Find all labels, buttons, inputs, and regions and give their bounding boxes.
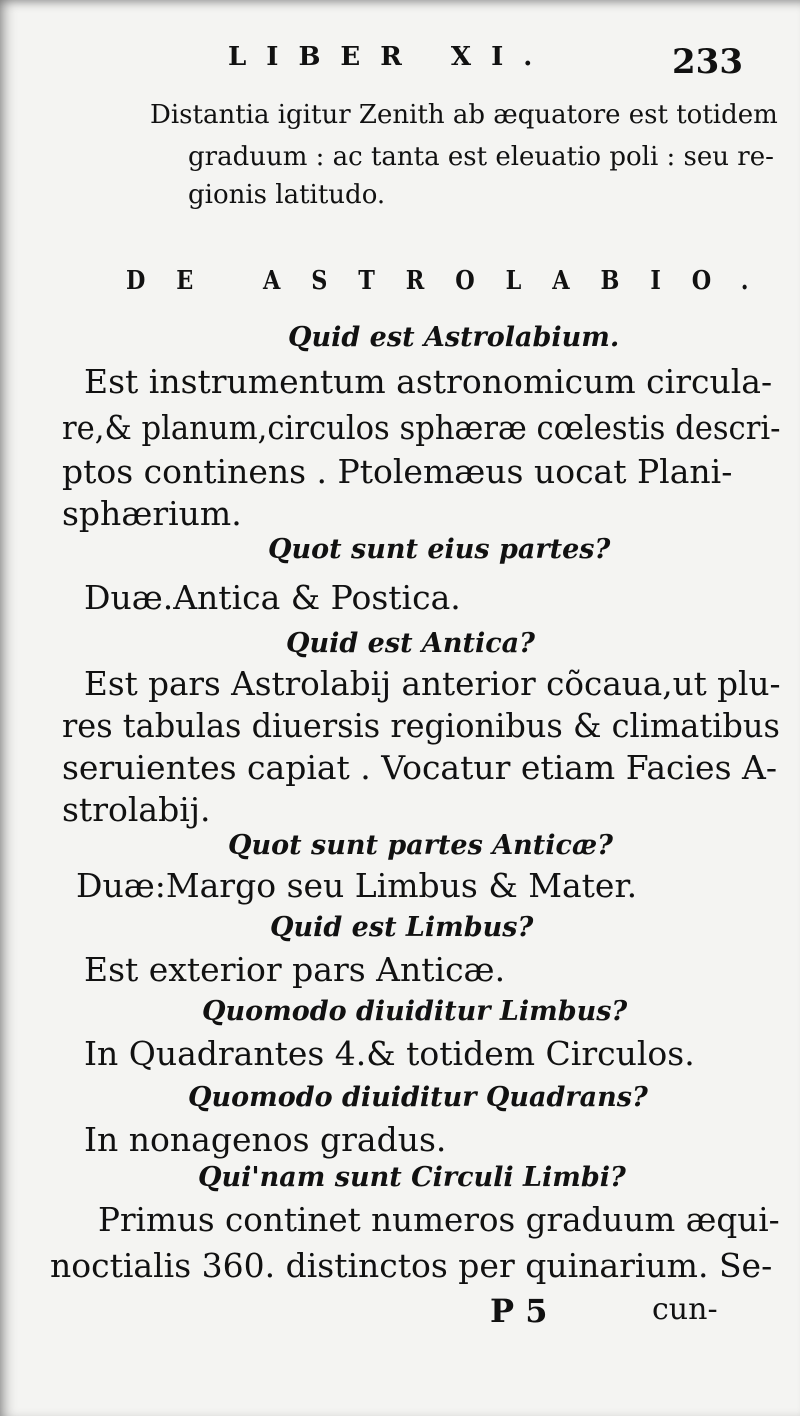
- catchword: cun-: [652, 1292, 718, 1327]
- running-head: LIBER XI.: [228, 42, 553, 72]
- intro-line-3: gionis latitudo.: [188, 180, 386, 210]
- question-6: Quomodo diuiditur Limbus?: [202, 996, 628, 1027]
- intro-line-2: graduum : ac tanta est eleuatio poli : seu re-: [188, 142, 774, 172]
- answer-1-line-1: Est instrumentum astronomicum circula-: [84, 362, 773, 401]
- answer-1-line-3: ptos continens . Ptolemæus uocat Plani-: [62, 452, 733, 491]
- answer-5-line-1: Est exterior pars Anticæ.: [84, 950, 506, 989]
- question-5: Quid est Limbus?: [270, 912, 534, 943]
- answer-4-line-1: Duæ:Margo seu Limbus & Mater.: [76, 866, 638, 905]
- answer-1-line-2: re,& planum,circulos sphæræ cœlestis descri-: [62, 408, 781, 447]
- answer-1-line-4: sphærium.: [62, 494, 242, 533]
- question-8: Qui'nam sunt Circuli Limbi?: [198, 1162, 626, 1193]
- section-title: DE ASTROLABIO.: [126, 266, 780, 296]
- question-3: Quid est Antica?: [286, 628, 535, 659]
- signature-mark: P 5: [490, 1292, 548, 1330]
- answer-3-line-2: res tabulas diuersis regionibus & climatibus: [62, 706, 780, 745]
- answer-8-line-2: noctialis 360. distinctos per quinarium. Se-: [50, 1246, 773, 1285]
- answer-3-line-3: seruientes capiat . Vocatur etiam Facies A-: [62, 748, 777, 787]
- question-4: Quot sunt partes Anticæ?: [228, 830, 613, 861]
- answer-3-line-1: Est pars Astrolabij anterior cõcaua,ut plu-: [84, 664, 781, 703]
- answer-2-line-1: Duæ.Antica & Postica.: [84, 578, 461, 617]
- answer-8-line-1: Primus continet numeros graduum æqui-: [98, 1200, 780, 1239]
- question-1: Quid est Astrolabium.: [288, 322, 620, 353]
- answer-7-line-1: In nonagenos gradus.: [84, 1120, 447, 1159]
- answer-3-line-4: strolabij.: [62, 790, 211, 829]
- question-7: Quomodo diuiditur Quadrans?: [188, 1082, 648, 1113]
- intro-line-1: Distantia igitur Zenith ab æquatore est totidem: [150, 100, 778, 130]
- page-number: 233: [672, 42, 743, 82]
- answer-6-line-1: In Quadrantes 4.& totidem Circulos.: [84, 1034, 695, 1073]
- question-2: Quot sunt eius partes?: [268, 534, 611, 565]
